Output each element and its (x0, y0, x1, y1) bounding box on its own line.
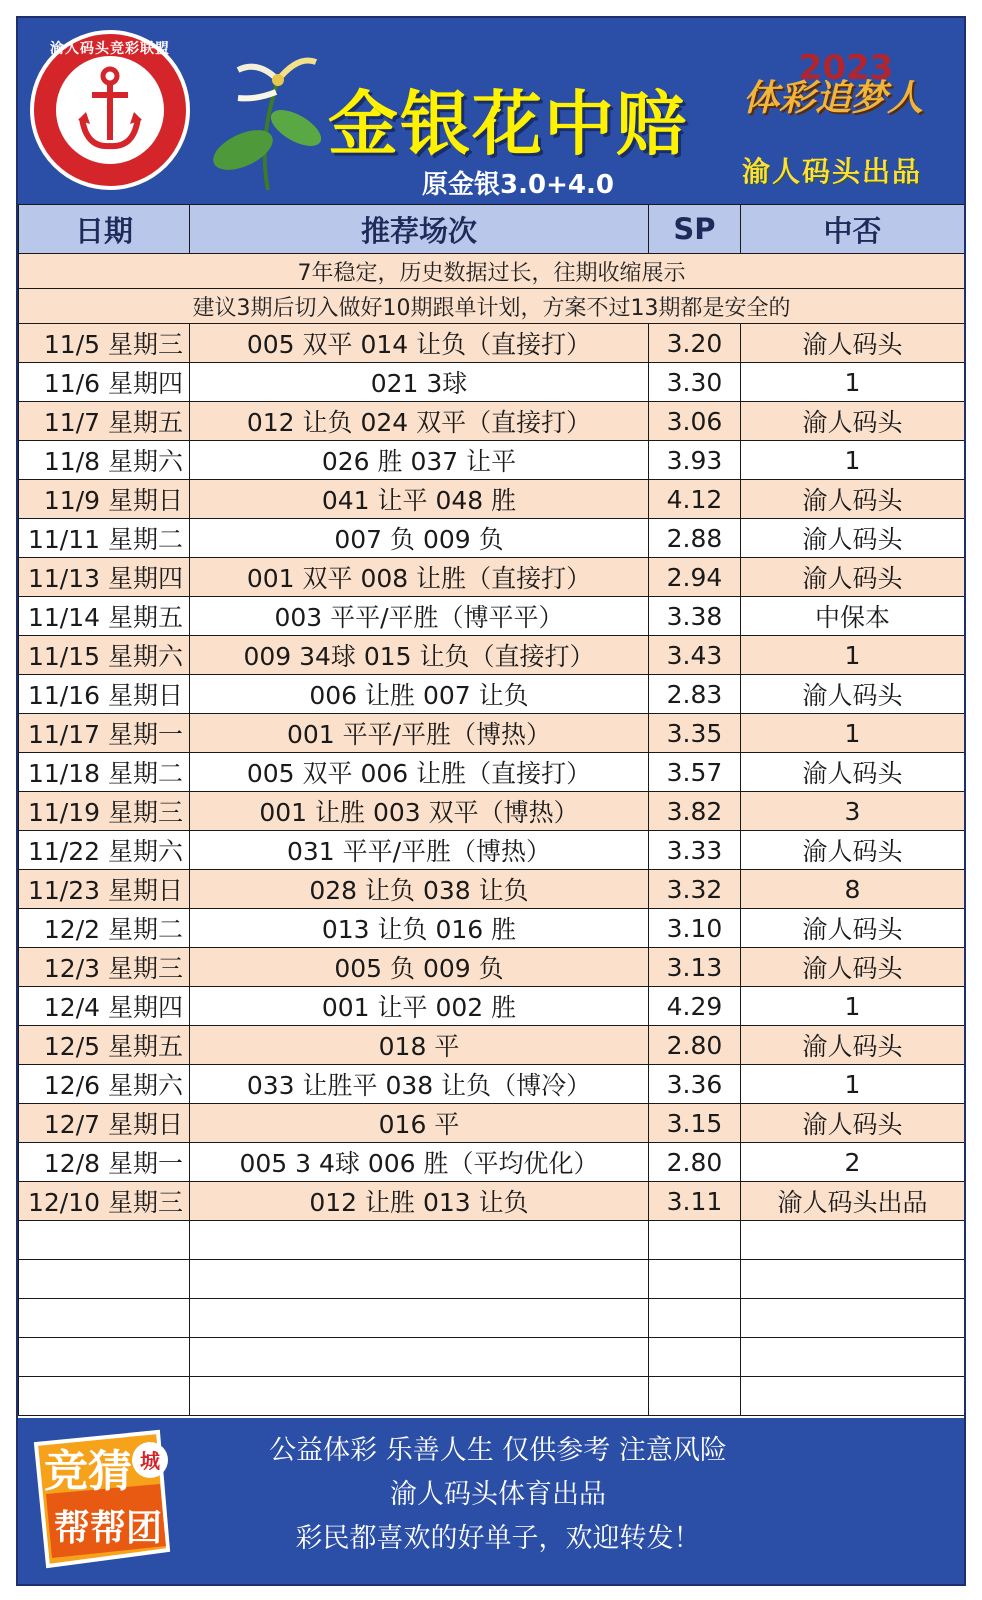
cell-sp: 3.93 (649, 441, 741, 480)
cell-date: 11/15 星期六 (19, 636, 190, 675)
note-text: 建议3期后切入做好10期跟单计划，方案不过13期都是安全的 (19, 289, 965, 324)
table-row (19, 792, 965, 831)
year-mark: 2023 (798, 48, 894, 88)
cell-match: 005 双平 006 让胜（直接打） (190, 753, 649, 792)
footer-line: 公益体彩 乐善人生 仅供参考 注意风险 (269, 1435, 727, 1466)
cell-date: 11/6 星期四 (19, 363, 190, 402)
table-row (19, 597, 965, 636)
cell-date: 11/5 星期三 (19, 324, 190, 363)
empty-cell (190, 1260, 649, 1299)
cell-sp: 4.12 (649, 480, 741, 519)
cell-result: 渝人码头 (741, 1104, 965, 1143)
cell-result: 1 (741, 1065, 965, 1104)
cell-result: 8 (741, 870, 965, 909)
svg-text:竞猜: 竞猜 (44, 1446, 132, 1497)
cell-sp: 3.43 (649, 636, 741, 675)
cell-match: 021 3球 (190, 363, 649, 402)
cell-sp: 3.33 (649, 831, 741, 870)
cell-result: 渝人码头 (741, 831, 965, 870)
cell-date: 11/23 星期日 (19, 870, 190, 909)
cell-match: 033 让胜平 038 让负（博冷） (190, 1065, 649, 1104)
empty-row (19, 1299, 965, 1338)
empty-cell (190, 1221, 649, 1260)
cell-date: 11/17 星期一 (19, 714, 190, 753)
svg-text:帮帮团: 帮帮团 (53, 1508, 163, 1549)
slogan: 体彩追梦人 (742, 77, 923, 119)
table-row (19, 948, 965, 987)
note-row (19, 289, 965, 324)
cell-sp: 3.82 (649, 792, 741, 831)
cell-date: 11/11 星期二 (19, 519, 190, 558)
cell-result: 渝人码头 (741, 480, 965, 519)
cell-date: 12/6 星期六 (19, 1065, 190, 1104)
empty-cell (190, 1299, 649, 1338)
table-row (19, 909, 965, 948)
cell-result: 1 (741, 987, 965, 1026)
cell-sp: 2.88 (649, 519, 741, 558)
empty-cell (741, 1338, 965, 1377)
cell-sp: 3.57 (649, 753, 741, 792)
cell-match: 001 双平 008 让胜（直接打） (190, 558, 649, 597)
cell-match: 006 让胜 007 让负 (190, 675, 649, 714)
cell-result: 1 (741, 363, 965, 402)
cell-match: 005 负 009 负 (190, 948, 649, 987)
league-badge-logo (30, 30, 190, 190)
cell-result: 3 (741, 792, 965, 831)
cell-sp: 2.83 (649, 675, 741, 714)
table-row (19, 1104, 965, 1143)
cell-sp: 3.30 (649, 363, 741, 402)
cell-match: 001 让胜 003 双平（博热） (190, 792, 649, 831)
empty-cell (649, 1377, 741, 1416)
cell-date: 11/9 星期日 (19, 480, 190, 519)
empty-row (19, 1221, 965, 1260)
poster-subtitle: 原金银3.0+4.0 (422, 170, 614, 200)
cell-sp: 3.36 (649, 1065, 741, 1104)
cell-match: 009 34球 015 让负（直接打） (190, 636, 649, 675)
cell-result: 渝人码头 (741, 558, 965, 597)
empty-cell (741, 1260, 965, 1299)
table-row (19, 480, 965, 519)
table-row (19, 675, 965, 714)
cell-match: 001 让平 002 胜 (190, 987, 649, 1026)
cell-match: 013 让负 016 胜 (190, 909, 649, 948)
note-text: 7年稳定，历史数据过长，往期收缩展示 (19, 254, 965, 289)
cell-sp: 2.80 (649, 1143, 741, 1182)
cell-match: 018 平 (190, 1026, 649, 1065)
cell-sp: 3.32 (649, 870, 741, 909)
cell-sp: 3.35 (649, 714, 741, 753)
footer-line: 彩民都喜欢的好单子，欢迎转发！ (295, 1523, 701, 1554)
empty-cell (649, 1299, 741, 1338)
empty-cell (19, 1377, 190, 1416)
table-row (19, 870, 965, 909)
producer-label: 渝人码头出品 (741, 155, 922, 188)
cell-date: 11/18 星期二 (19, 753, 190, 792)
cell-match: 007 负 009 负 (190, 519, 649, 558)
cell-result: 渝人码头出品 (741, 1182, 965, 1221)
table-row (19, 558, 965, 597)
cell-result: 渝人码头 (741, 402, 965, 441)
cell-date: 11/7 星期五 (19, 402, 190, 441)
table-row (19, 402, 965, 441)
cell-match: 016 平 (190, 1104, 649, 1143)
empty-cell (19, 1338, 190, 1377)
empty-cell (19, 1299, 190, 1338)
badge-text: 渝人码头竞彩联盟 (50, 41, 170, 57)
cell-sp: 3.11 (649, 1182, 741, 1221)
anchor-icon (76, 66, 144, 154)
empty-cell (649, 1338, 741, 1377)
cell-result: 2 (741, 1143, 965, 1182)
poster (16, 16, 966, 1586)
cell-sp: 3.13 (649, 948, 741, 987)
cell-date: 11/16 星期日 (19, 675, 190, 714)
cell-date: 12/8 星期一 (19, 1143, 190, 1182)
empty-cell (19, 1260, 190, 1299)
cell-result: 渝人码头 (741, 909, 965, 948)
table-row (19, 1182, 965, 1221)
table-row (19, 441, 965, 480)
cell-result: 渝人码头 (741, 1026, 965, 1065)
recommendation-table (18, 204, 965, 1416)
cell-match: 012 让负 024 双平（直接打） (190, 402, 649, 441)
cell-match: 005 双平 014 让负（直接打） (190, 324, 649, 363)
cell-date: 11/22 星期六 (19, 831, 190, 870)
cell-date: 12/5 星期五 (19, 1026, 190, 1065)
table-header-row (19, 205, 965, 254)
cell-result: 1 (741, 714, 965, 753)
cell-date: 12/10 星期三 (19, 1182, 190, 1221)
cell-date: 12/3 星期三 (19, 948, 190, 987)
cell-match: 003 平平/平胜（博平平） (190, 597, 649, 636)
cell-match: 031 平平/平胜（博热） (190, 831, 649, 870)
column-header-date: 日期 (19, 205, 190, 254)
cell-sp: 2.94 (649, 558, 741, 597)
cell-sp: 2.80 (649, 1026, 741, 1065)
cell-sp: 3.20 (649, 324, 741, 363)
cell-result: 渝人码头 (741, 948, 965, 987)
cell-match: 041 让平 048 胜 (190, 480, 649, 519)
cell-date: 12/4 星期四 (19, 987, 190, 1026)
cell-sp: 3.38 (649, 597, 741, 636)
cell-match: 028 让负 038 让负 (190, 870, 649, 909)
cell-date: 11/8 星期六 (19, 441, 190, 480)
table-row (19, 1143, 965, 1182)
poster-title: 金银花中赔 (328, 83, 688, 165)
table-row (19, 636, 965, 675)
empty-cell (190, 1377, 649, 1416)
table-row (19, 363, 965, 402)
cell-result: 渝人码头 (741, 675, 965, 714)
cell-match: 012 让胜 013 让负 (190, 1182, 649, 1221)
table-row (19, 987, 965, 1026)
column-header-result: 中否 (741, 205, 965, 254)
cell-date: 12/2 星期二 (19, 909, 190, 948)
table-row (19, 714, 965, 753)
cell-match: 001 平平/平胜（博热） (190, 714, 649, 753)
cell-date: 11/13 星期四 (19, 558, 190, 597)
cell-sp: 4.29 (649, 987, 741, 1026)
table-row (19, 753, 965, 792)
empty-cell (741, 1299, 965, 1338)
cell-sp: 3.10 (649, 909, 741, 948)
badge-inner (56, 56, 164, 164)
table-row (19, 519, 965, 558)
cell-match: 026 胜 037 让平 (190, 441, 649, 480)
cell-result: 渝人码头 (741, 519, 965, 558)
cell-result: 渝人码头 (741, 753, 965, 792)
empty-cell (649, 1221, 741, 1260)
table-row (19, 1026, 965, 1065)
empty-cell (741, 1377, 965, 1416)
cell-sp: 3.06 (649, 402, 741, 441)
cell-date: 11/19 星期三 (19, 792, 190, 831)
empty-cell (19, 1221, 190, 1260)
empty-row (19, 1338, 965, 1377)
empty-row (19, 1260, 965, 1299)
poster-header (18, 18, 964, 204)
empty-cell (649, 1260, 741, 1299)
cell-result: 渝人码头 (741, 324, 965, 363)
cell-date: 11/14 星期五 (19, 597, 190, 636)
poster-footer (18, 1418, 964, 1584)
empty-cell (190, 1338, 649, 1377)
table-row (19, 831, 965, 870)
note-row (19, 254, 965, 289)
footer-line: 渝人码头体育出品 (390, 1479, 606, 1510)
column-header-sp: SP (649, 205, 741, 254)
cell-date: 12/7 星期日 (19, 1104, 190, 1143)
empty-row (19, 1377, 965, 1416)
column-header-match: 推荐场次 (190, 205, 649, 254)
svg-text:城: 城 (140, 1449, 160, 1473)
cell-result: 1 (741, 441, 965, 480)
table-row (19, 1065, 965, 1104)
guess-help-group-logo (28, 1424, 178, 1574)
cell-result: 1 (741, 636, 965, 675)
cell-result: 中保本 (741, 597, 965, 636)
cell-match: 005 3 4球 006 胜（平均优化） (190, 1143, 649, 1182)
cell-sp: 3.15 (649, 1104, 741, 1143)
table-row (19, 324, 965, 363)
empty-cell (741, 1221, 965, 1260)
